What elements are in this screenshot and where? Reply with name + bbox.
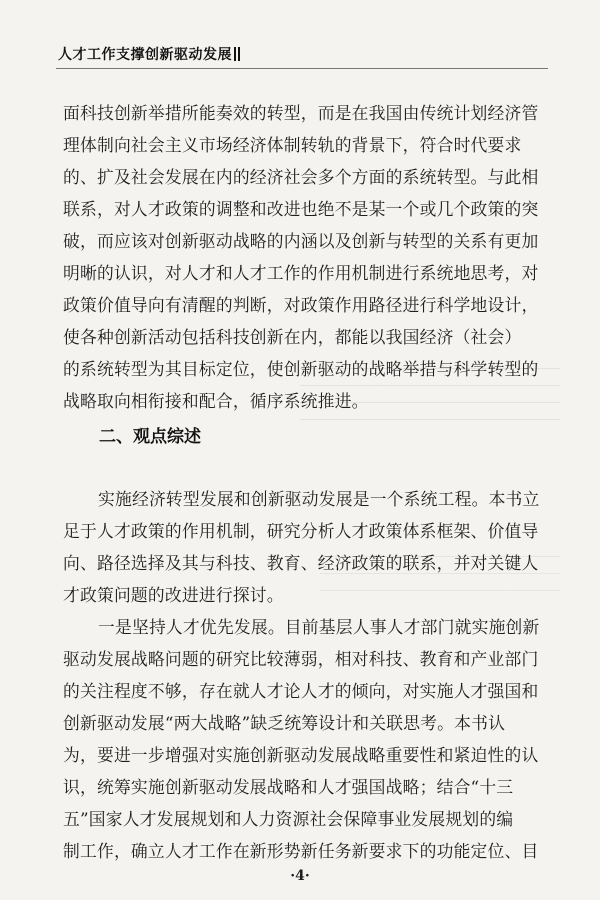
body-line: 政策价值导向有清醒的判断，对政策作用路径进行科学地设计，: [63, 295, 539, 315]
body-line: 才政策问题的改进进行探讨。: [63, 585, 284, 605]
body-line: 的系统转型为其目标定位，使创新驱动的战略举措与科学转型的: [63, 359, 539, 379]
header-double-bar: [234, 47, 236, 61]
body-line: 理体制向社会主义市场经济体制转轨的背景下，符合时代要求: [63, 135, 522, 155]
running-header: [58, 44, 236, 64]
body-line: 战略取向相衔接和配合，循序系统推进。: [63, 391, 369, 411]
body-line: 的关注程度不够，存在就人才论人才的倾向，对实施人才强国和: [63, 681, 539, 701]
section-heading: 二、观点综述: [99, 427, 201, 447]
body-line: 面科技创新举措所能奏效的转型，而是在我国由传统计划经济管: [63, 103, 539, 123]
body-line: 五”国家人才发展规划和人力资源社会保障事业发展规划的编: [63, 809, 514, 829]
body-line: 为，要进一步增强对实施创新驱动发展战略重要性和紧迫性的认: [63, 745, 539, 765]
body-line: 一是坚持人才优先发展。目前基层人事人才部门就实施创新: [98, 617, 540, 637]
body-line: 明晰的认识，对人才和人才工作的作用机制进行系统地思考，对: [63, 263, 539, 283]
body-line: 联系，对人才政策的调整和改进也绝不是某一个或几个政策的突: [63, 199, 539, 219]
body-line: 制工作，确立人才工作在新形势新任务新要求下的功能定位、目: [63, 841, 539, 861]
page-number: ·4·: [290, 868, 310, 884]
body-line: 识，统筹实施创新驱动发展战略和人才强国战略；结合“十三: [63, 777, 514, 797]
body-line: 实施经济转型发展和创新驱动发展是一个系统工程。本书立: [98, 489, 540, 509]
body-line: 的、扩及社会发展在内的经济社会多个方面的系统转型。与此相: [63, 167, 539, 187]
body-line: 足于人才政策的作用机制，研究分析人才政策体系框架、价值导: [63, 521, 539, 541]
header-rule: [56, 68, 548, 69]
body-line: 驱动发展战略问题的研究比较薄弱，相对科技、教育和产业部门: [63, 649, 539, 669]
body-line: 使各种创新活动包括科技创新在内，都能以我国经济（社会）: [63, 327, 522, 347]
body-line: 破，而应该对创新驱动战略的内涵以及创新与转型的关系有更加: [63, 231, 539, 251]
body-line: 向、路径选择及其与科技、教育、经济政策的联系，并对关键人: [63, 553, 539, 573]
body-line: 创新驱动发展“两大战略”缺乏统筹设计和关联思考。本书认: [63, 713, 506, 733]
running-header-title: 人才工作支撑创新驱动发展: [58, 47, 232, 63]
